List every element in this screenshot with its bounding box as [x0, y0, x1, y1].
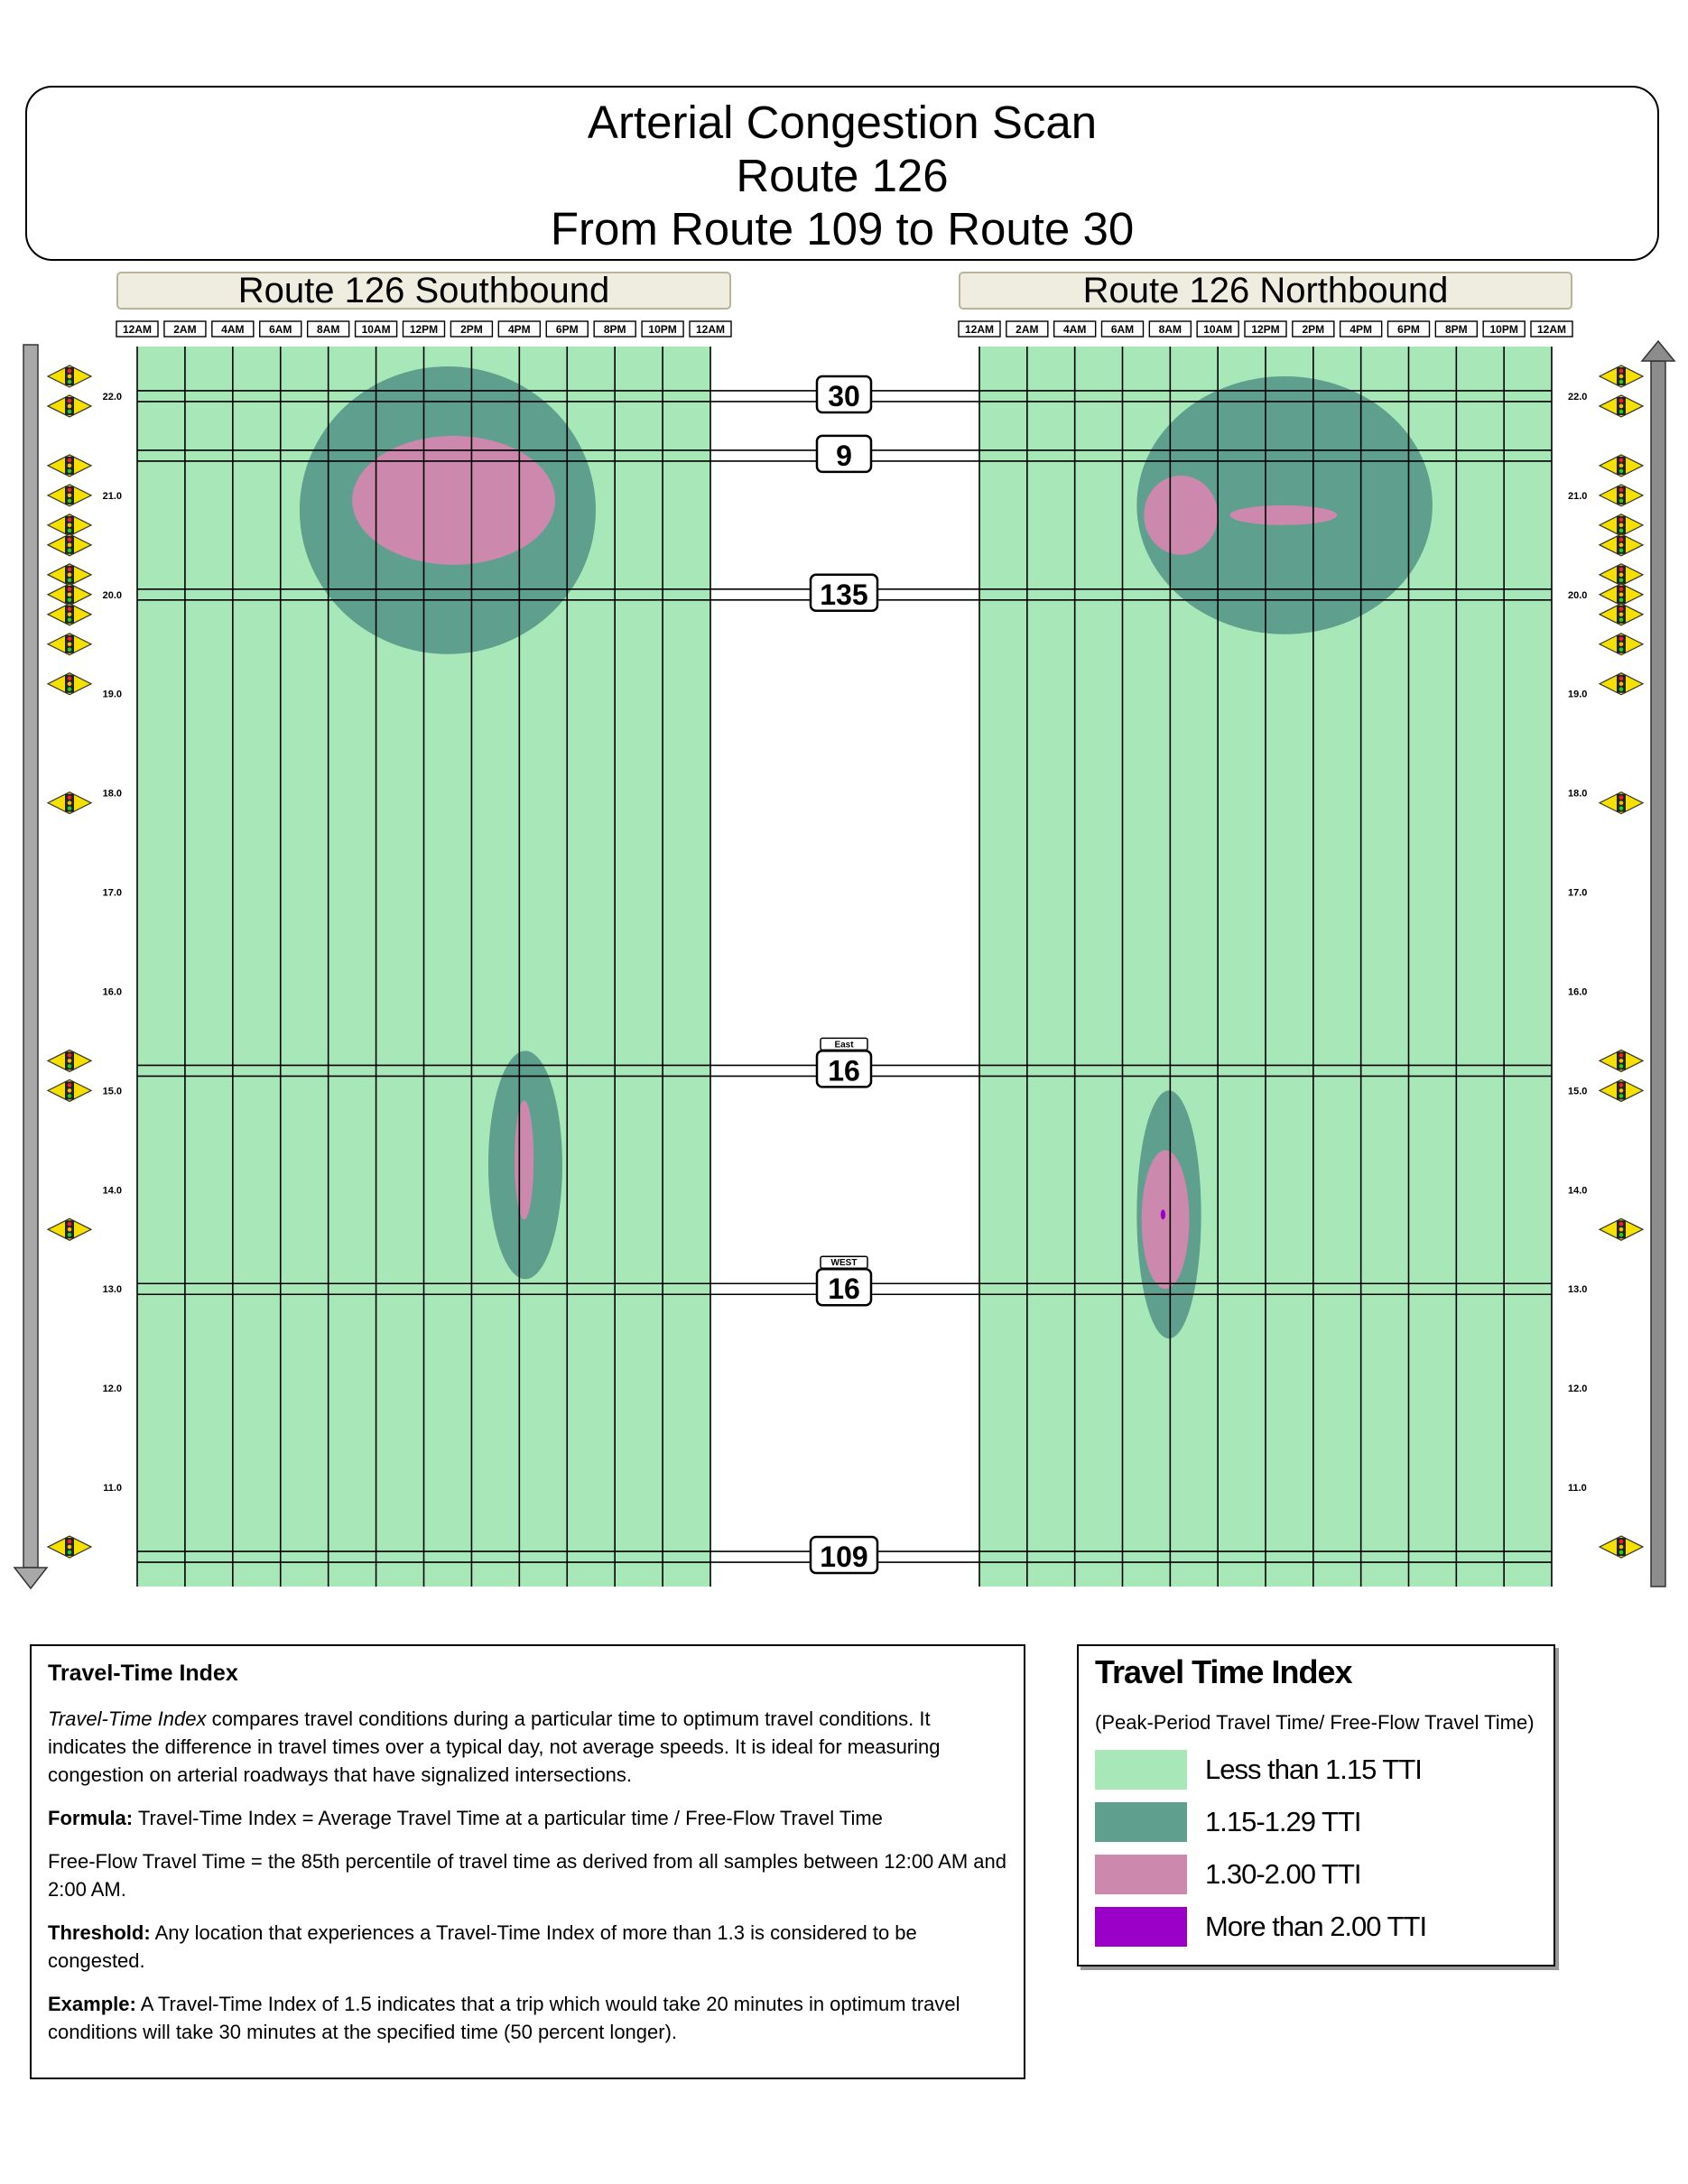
hour-tick-label: 2PM: [460, 323, 483, 336]
signal-red-light: [68, 458, 72, 463]
traffic-signal-icon: [1600, 634, 1643, 655]
mile-tick-label-right: 13.0: [1568, 1284, 1588, 1296]
signal-red-light: [68, 636, 72, 641]
congestion-area: [1161, 1209, 1165, 1219]
mile-tick-label-right: 12.0: [1568, 1384, 1588, 1395]
signal-green-light: [1619, 806, 1624, 810]
signal-green-light: [1619, 687, 1624, 691]
southbound-direction-arrow-shaft: [23, 345, 38, 1568]
mile-tick-label-right: 17.0: [1568, 887, 1588, 899]
hour-tick-label: 8PM: [1444, 323, 1468, 336]
signal-yellow-light: [1619, 1088, 1624, 1093]
signal-red-light: [1619, 458, 1624, 463]
title-line-2: Route 126: [736, 150, 949, 201]
signal-red-light: [1619, 1083, 1624, 1087]
signal-red-light: [68, 488, 72, 493]
signal-red-light: [68, 538, 72, 542]
signal-red-light: [68, 568, 72, 572]
traffic-signal-icon: [48, 395, 91, 417]
mile-tick-label-left: 17.0: [102, 887, 122, 899]
traffic-signal-icon: [1600, 584, 1643, 606]
title-line-1: Arterial Congestion Scan: [587, 97, 1098, 148]
signal-green-light: [68, 410, 72, 414]
traffic-signal-icon: [48, 604, 91, 625]
signal-red-light: [1619, 399, 1624, 403]
signal-yellow-light: [1619, 573, 1624, 578]
signal-red-light: [68, 518, 72, 523]
route-shield-number: 9: [836, 439, 852, 472]
signal-yellow-light: [1619, 543, 1624, 548]
hour-tick-label: 6AM: [269, 323, 292, 336]
legend-label: 1.15-1.29 TTI: [1205, 1806, 1361, 1837]
signal-yellow-light: [1619, 1545, 1624, 1550]
signal-yellow-light: [68, 642, 72, 646]
panel-northbound: [959, 271, 1572, 1587]
signal-yellow-light: [68, 464, 72, 468]
hour-tick-label: 8AM: [1158, 323, 1183, 336]
signal-green-light: [68, 647, 72, 652]
hour-tick-label: 12AM: [964, 323, 995, 336]
tti-explanation-heading: Travel-Time Index: [48, 1661, 238, 1686]
signal-yellow-light: [1619, 404, 1624, 409]
mile-tick-label-left: 12.0: [102, 1384, 122, 1395]
congestion-area: [1142, 1150, 1190, 1289]
mile-tick-label-left: 13.0: [102, 1284, 122, 1296]
signal-red-light: [68, 399, 72, 403]
mile-tick-label-left: 16.0: [102, 986, 122, 998]
congestion-area: [352, 436, 555, 565]
legend-title: Travel Time Index: [1095, 1653, 1352, 1690]
mile-tick-label-left: 20.0: [102, 589, 122, 601]
signal-green-light: [1619, 549, 1624, 553]
hour-tick-label: 10AM: [361, 323, 391, 336]
signal-yellow-light: [68, 1545, 72, 1550]
mile-tick-label-right: 20.0: [1568, 589, 1588, 601]
signal-green-light: [68, 578, 72, 583]
signal-yellow-light: [1619, 800, 1624, 805]
tti-definition-term: Travel-Time Index: [48, 1707, 207, 1730]
route-shield-direction: WEST: [830, 1258, 858, 1269]
tti-example-text: A Travel-Time Index of 1.5 indicates that a trip which would take 20 minutes in optimum travel conditions will take 30 minutes at the specified time (50 percent longer).: [48, 1993, 960, 2043]
traffic-signal-icon: [1600, 534, 1643, 556]
signal-red-light: [68, 588, 72, 592]
signal-yellow-light: [1619, 642, 1624, 646]
hour-tick-label: 12PM: [409, 323, 439, 336]
hour-tick-label: 10PM: [1489, 323, 1518, 336]
traffic-signal-icon: [1600, 455, 1643, 477]
congestion-area: [1229, 505, 1337, 525]
legend-label: More than 2.00 TTI: [1205, 1911, 1427, 1942]
hour-tick-label: 6AM: [1110, 323, 1135, 336]
signal-yellow-light: [68, 612, 72, 616]
signal-red-light: [68, 369, 72, 374]
hour-tick-label: 10PM: [648, 323, 677, 336]
tti-formula: [48, 1804, 1007, 1832]
signal-yellow-light: [68, 1227, 72, 1232]
tti-example: [48, 1990, 1007, 2046]
signal-yellow-light: [1619, 681, 1624, 686]
signal-yellow-light: [68, 375, 72, 379]
mile-tick-label-right: 18.0: [1568, 788, 1588, 800]
legend-box: [1077, 1644, 1555, 1967]
signal-green-light: [68, 598, 72, 603]
hour-tick-label: 12AM: [695, 323, 726, 336]
signal-green-light: [1619, 598, 1624, 603]
traffic-signal-icon: [1600, 395, 1643, 417]
traffic-signal-icon: [1600, 673, 1643, 695]
traffic-signal-icon: [48, 584, 91, 606]
traffic-signal-icon: [1600, 485, 1643, 506]
traffic-signal-icon: [1600, 1079, 1643, 1101]
signal-yellow-light: [1619, 1059, 1624, 1063]
southbound-direction-arrow-head: [14, 1568, 47, 1588]
hour-tick-label: 6PM: [555, 323, 579, 336]
signal-yellow-light: [68, 404, 72, 409]
mile-tick-label-right: 15.0: [1568, 1086, 1588, 1097]
northbound-direction-arrow-shaft: [1651, 361, 1665, 1587]
signal-red-light: [68, 1222, 72, 1226]
signal-red-light: [1619, 676, 1624, 680]
hour-tick-label: 4PM: [1349, 323, 1373, 336]
hour-tick-label: 4AM: [221, 323, 245, 336]
signal-red-light: [68, 676, 72, 680]
mile-tick-label-right: 21.0: [1568, 490, 1588, 502]
signal-green-light: [68, 1550, 72, 1555]
signal-green-light: [68, 380, 72, 384]
traffic-signal-icon: [1600, 1536, 1643, 1558]
signal-green-light: [1619, 410, 1624, 414]
signal-yellow-light: [1619, 1227, 1624, 1232]
hour-tick-label: 12PM: [1251, 323, 1280, 336]
legend-swatch: [1095, 1907, 1187, 1947]
tti-example-label: Example:: [48, 1993, 136, 2015]
signal-red-light: [68, 1083, 72, 1087]
signal-red-light: [68, 1540, 72, 1544]
signal-green-light: [1619, 1094, 1624, 1098]
signal-green-light: [1619, 578, 1624, 583]
signal-yellow-light: [68, 593, 72, 597]
signal-green-light: [1619, 499, 1624, 504]
route-shield-number: 135: [820, 578, 868, 611]
hour-tick-label: 8AM: [316, 323, 340, 336]
mile-tick-label-left: 14.0: [102, 1185, 122, 1197]
route-shield-number: 16: [828, 1054, 860, 1087]
traffic-signal-icon: [48, 564, 91, 586]
traffic-signal-icon: [48, 1536, 91, 1558]
hour-tick-label: 8PM: [603, 323, 626, 336]
mile-tick-label-right: 19.0: [1568, 689, 1588, 700]
route-shield-number: 109: [820, 1541, 868, 1574]
signal-red-light: [68, 795, 72, 800]
traffic-signal-icon: [48, 792, 91, 814]
signal-yellow-light: [1619, 464, 1624, 468]
free-flow-definition: Free-Flow Travel Time = the 85th percentile of travel time as derived from all samples between 12:00 AM and 2:00 AM.: [48, 1850, 1007, 1901]
legend-swatch: [1095, 1855, 1187, 1894]
signal-yellow-light: [1619, 375, 1624, 379]
signal-green-light: [1619, 1233, 1624, 1237]
signal-red-light: [1619, 636, 1624, 641]
traffic-signal-icon: [1600, 792, 1643, 814]
tti-explanation-box: [30, 1644, 1025, 2079]
signal-green-light: [68, 1064, 72, 1069]
tti-definition-text: compares travel conditions during a particular time to optimum travel conditions. It indicates the difference in travel times over a typical day, not average speeds. It is ideal for measuring congestion on arterial roadways that have signalized intersections.: [48, 1707, 941, 1786]
traffic-signal-icon: [48, 514, 91, 536]
mile-tick-label-left: 21.0: [102, 490, 122, 502]
signal-green-light: [68, 469, 72, 474]
signal-red-light: [68, 1053, 72, 1058]
signal-red-light: [1619, 588, 1624, 592]
mile-tick-label-right: 16.0: [1568, 986, 1588, 998]
signal-green-light: [1619, 380, 1624, 384]
title-line-3: From Route 109 to Route 30: [550, 203, 1135, 254]
signal-yellow-light: [1619, 523, 1624, 528]
tti-threshold: [48, 1919, 1007, 1975]
traffic-signal-icon: [48, 634, 91, 655]
traffic-signal-icon: [48, 1218, 91, 1240]
tti-threshold-label: Threshold:: [48, 1921, 151, 1944]
mile-tick-label-left: 22.0: [102, 391, 122, 403]
signal-red-light: [1619, 795, 1624, 800]
traffic-signal-icon: [48, 455, 91, 477]
signal-yellow-light: [68, 1088, 72, 1093]
hour-tick-label: 6PM: [1397, 323, 1420, 336]
signal-yellow-light: [1619, 593, 1624, 597]
signal-green-light: [68, 806, 72, 810]
panel-header-title: Route 126 Southbound: [237, 271, 610, 310]
signal-red-light: [1619, 538, 1624, 542]
signal-yellow-light: [68, 800, 72, 805]
signal-red-light: [1619, 518, 1624, 523]
hour-tick-label: 12AM: [1536, 323, 1567, 336]
hour-tick-label: 2AM: [173, 323, 197, 336]
signal-green-light: [68, 549, 72, 553]
mile-tick-label-left: 15.0: [102, 1086, 122, 1097]
hour-tick-label: 4PM: [507, 323, 531, 336]
congestion-area: [515, 1100, 533, 1219]
route-shield-number: 30: [828, 379, 860, 412]
traffic-signal-icon: [1600, 1050, 1643, 1071]
signal-green-light: [68, 529, 72, 533]
signal-yellow-light: [68, 543, 72, 548]
signal-green-light: [1619, 1550, 1624, 1555]
signal-yellow-light: [68, 494, 72, 498]
route-shield-direction: East: [834, 1040, 854, 1050]
panel-southbound: [116, 271, 731, 1587]
congestion-area: [1144, 476, 1218, 555]
signal-red-light: [1619, 1540, 1624, 1544]
tti-definition: [48, 1705, 1007, 1789]
mile-tick-label-right: 11.0: [1568, 1483, 1587, 1495]
traffic-signal-icon: [48, 366, 91, 387]
mile-tick-label-right: 14.0: [1568, 1185, 1588, 1197]
hour-tick-label: 2AM: [1016, 323, 1039, 336]
signal-yellow-light: [68, 573, 72, 578]
hour-tick-label: 4AM: [1062, 323, 1087, 336]
signal-yellow-light: [1619, 494, 1624, 498]
traffic-signal-icon: [1600, 366, 1643, 387]
hour-tick-label: 10AM: [1203, 323, 1233, 336]
tti-formula-label: Formula:: [48, 1807, 134, 1829]
signal-yellow-light: [68, 681, 72, 686]
signal-yellow-light: [68, 523, 72, 528]
signal-red-light: [68, 606, 72, 611]
traffic-signal-icon: [1600, 604, 1643, 625]
traffic-signal-icon: [1600, 514, 1643, 536]
signal-green-light: [68, 1094, 72, 1098]
traffic-signal-icon: [1600, 1218, 1643, 1240]
legend-label: Less than 1.15 TTI: [1205, 1754, 1422, 1785]
legend-subtitle: (Peak-Period Travel Time/ Free-Flow Travel Time): [1095, 1711, 1535, 1734]
signal-green-light: [1619, 617, 1624, 622]
signal-red-light: [1619, 1222, 1624, 1226]
signal-green-light: [68, 687, 72, 691]
signal-green-light: [68, 499, 72, 504]
mile-tick-label-right: 22.0: [1568, 391, 1588, 403]
traffic-signal-icon: [48, 673, 91, 695]
signal-red-light: [1619, 606, 1624, 611]
legend-swatch: [1095, 1802, 1187, 1842]
tti-threshold-text: Any location that experiences a Travel-Time Index of more than 1.3 is considered to be congested.: [48, 1921, 917, 1972]
traffic-signal-icon: [48, 1050, 91, 1071]
traffic-signal-icon: [48, 534, 91, 556]
signal-red-light: [1619, 1053, 1624, 1058]
hour-tick-label: 12AM: [122, 323, 153, 336]
signal-green-light: [1619, 469, 1624, 474]
legend-label: 1.30-2.00 TTI: [1205, 1858, 1361, 1890]
signal-green-light: [1619, 1064, 1624, 1069]
mile-tick-label-left: 18.0: [102, 788, 122, 800]
signal-yellow-light: [1619, 612, 1624, 616]
signal-green-light: [1619, 529, 1624, 533]
signal-yellow-light: [68, 1059, 72, 1063]
signal-green-light: [68, 1233, 72, 1237]
traffic-signal-icon: [1600, 564, 1643, 586]
traffic-signal-icon: [48, 1079, 91, 1101]
signal-red-light: [1619, 568, 1624, 572]
signal-green-light: [68, 617, 72, 622]
signal-green-light: [1619, 647, 1624, 652]
signal-red-light: [1619, 369, 1624, 374]
hour-tick-label: 2PM: [1302, 323, 1325, 336]
legend-swatch: [1095, 1750, 1187, 1790]
signal-red-light: [1619, 488, 1624, 493]
route-shield-number: 16: [828, 1272, 860, 1306]
mile-tick-label-left: 19.0: [102, 689, 122, 700]
northbound-direction-arrow-head: [1642, 341, 1674, 361]
tti-formula-text: Travel-Time Index = Average Travel Time at a particular time / Free-Flow Travel Time: [133, 1807, 883, 1829]
panel-header-title: Route 126 Northbound: [1082, 271, 1449, 310]
traffic-signal-icon: [48, 485, 91, 506]
mile-tick-label-left: 11.0: [103, 1483, 122, 1495]
